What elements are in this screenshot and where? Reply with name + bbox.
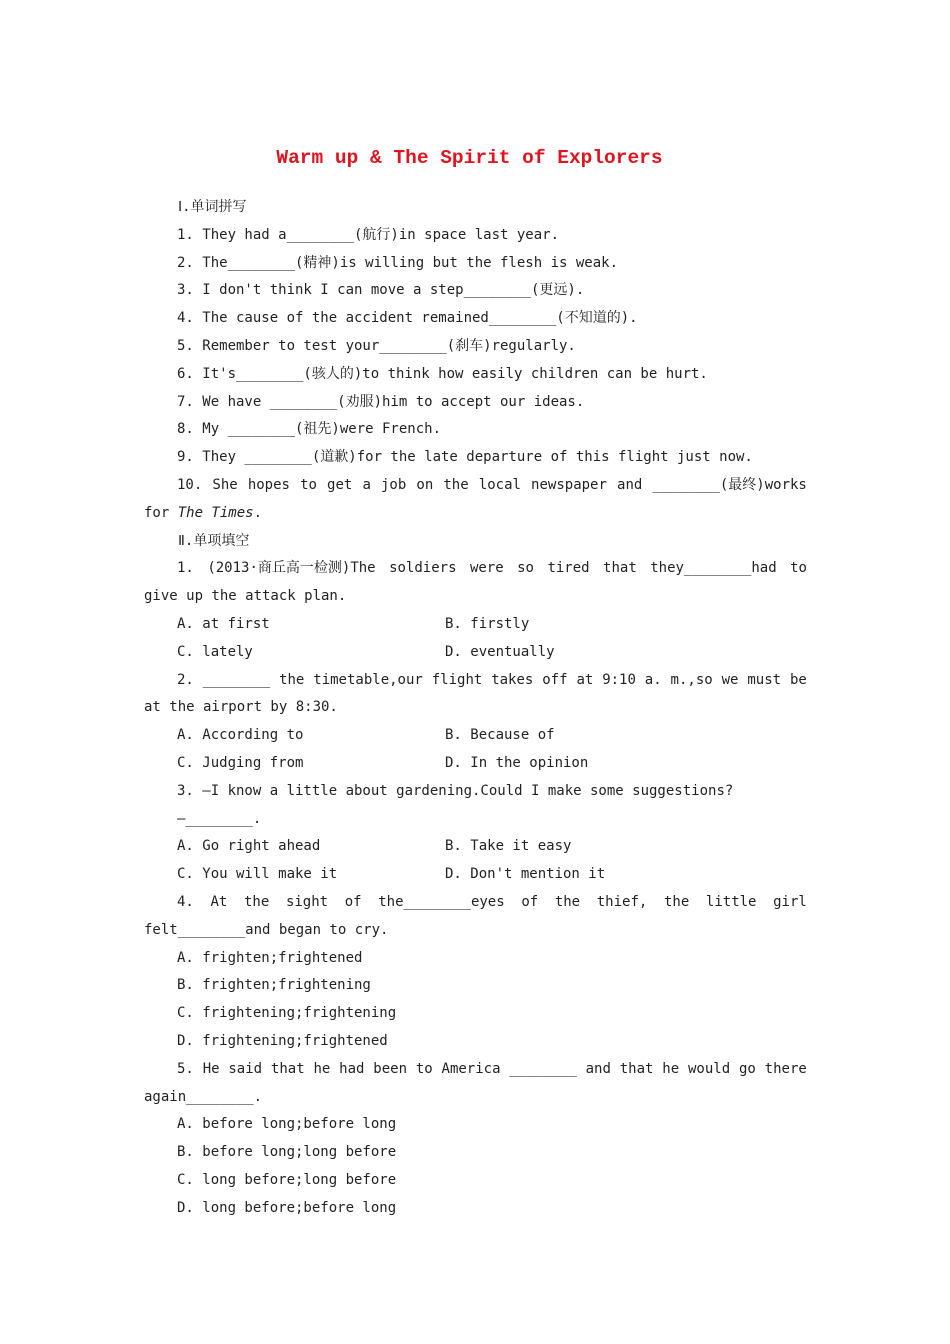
option-d[interactable]: D. In the opinion [445, 754, 589, 771]
spelling-item: 3. I don't think I can move a step________(更远). [177, 282, 585, 299]
option-c[interactable]: C. You will make it [177, 866, 338, 883]
question-5-line1 [144, 1056, 807, 1084]
option-d[interactable]: D. Don't mention it [445, 866, 606, 883]
spelling-item: 7. We have ________(劝服)him to accept our ideas. [177, 393, 585, 410]
word: the________eyes [378, 893, 505, 910]
word: ________ [202, 671, 271, 688]
question-3-line2: —________. [177, 810, 262, 827]
word: He [202, 1060, 220, 1077]
spelling-item: 8. My ________(祖先)were French. [177, 421, 442, 438]
option-b[interactable]: B. Take it easy [445, 838, 572, 855]
word: She [212, 476, 238, 493]
newspaper-name: The Times [177, 504, 254, 521]
word: 4. [177, 893, 194, 910]
word: on [416, 476, 434, 493]
word: that [619, 1060, 654, 1077]
section-1-heading: Ⅰ.单词拼写 [178, 199, 247, 215]
section-2-heading: Ⅱ.单项填空 [178, 532, 250, 549]
word: there [764, 1060, 807, 1077]
word: sight [285, 893, 329, 910]
word: timetable,our [313, 671, 423, 688]
word: ________ [509, 1060, 577, 1077]
question-3-options-row1 [144, 833, 807, 861]
question-3-line1: 3. —I know a little about gardening.Could I make some suggestions? [177, 782, 734, 799]
word: so [517, 560, 534, 577]
question-2-line2: at the airport by 8:30. [144, 699, 338, 716]
question-1-options-row2 [144, 639, 807, 667]
item-10-line1 [144, 472, 807, 500]
question-2-options-row1 [144, 722, 807, 750]
word: m.,so [670, 671, 713, 688]
word: 2. [177, 671, 194, 688]
spelling-item: 5. Remember to test your________(刹车)regularly. [177, 337, 576, 354]
word: (2013·商丘高一检测)The [207, 560, 376, 577]
option-b[interactable]: B. firstly [445, 615, 530, 632]
word: get [327, 476, 353, 493]
option-d[interactable]: D. eventually [445, 643, 555, 660]
word: thief, [596, 893, 648, 910]
word: were [469, 560, 504, 577]
word: must [747, 671, 782, 688]
word: tired [547, 560, 590, 577]
word: had [339, 1060, 365, 1077]
question-4-line2: felt________and began to cry. [144, 921, 389, 938]
option-a[interactable]: A. before long;before long [177, 1116, 397, 1133]
spelling-item: 9. They ________(道歉)for the late departure of this flight just now. [177, 449, 753, 466]
word: that [270, 1060, 305, 1077]
option-a[interactable]: A. frighten;frightened [177, 949, 363, 966]
word: to [415, 1060, 433, 1077]
option-c[interactable]: C. long before;long before [177, 1171, 397, 1188]
question-1-line1 [144, 555, 807, 583]
word: a [362, 476, 371, 493]
word: At [210, 893, 228, 910]
word: soldiers [389, 560, 457, 577]
word: of [521, 893, 539, 910]
option-d[interactable]: D. long before;before long [177, 1199, 397, 1216]
option-d[interactable]: D. frightening;frightened [177, 1032, 388, 1049]
word: and [617, 476, 643, 493]
word: the [663, 893, 690, 910]
spelling-item: 6. It's________(骇人的)to think how easily children can be hurt. [177, 365, 708, 382]
word: we [721, 671, 739, 688]
question-4-line1 [144, 889, 807, 917]
word: America [441, 1060, 501, 1077]
word: 9:10 [602, 671, 636, 688]
word: 10. [177, 476, 203, 493]
word: to [790, 560, 807, 577]
question-2-options-row2 [144, 750, 807, 778]
word: they________had [650, 560, 777, 577]
spelling-item: 1. They had a________(航行)in space last year. [177, 226, 560, 243]
word: that [603, 560, 637, 577]
spelling-item: 4. The cause of the accident remained________(不知道的). [177, 310, 638, 327]
option-c[interactable]: C. frightening;frightening [177, 1005, 397, 1022]
question-1-options-row1 [144, 611, 807, 639]
word: ________(最终)works [652, 476, 807, 493]
word: the [244, 893, 270, 910]
option-c[interactable]: C. lately [177, 643, 253, 660]
question-1-line2: give up the attack plan. [144, 588, 347, 605]
word: little [705, 893, 757, 910]
word: and [585, 1060, 611, 1077]
word: local [478, 476, 521, 493]
word: the [279, 671, 305, 688]
word: go [738, 1060, 756, 1077]
page-title: Warm up & The Spirit of Explorers [276, 147, 663, 169]
word: hopes [247, 476, 290, 493]
word: at [576, 671, 594, 688]
word: be [789, 671, 807, 688]
word: takes [491, 671, 534, 688]
word: of [344, 893, 362, 910]
word: he [313, 1060, 331, 1077]
option-c[interactable]: C. Judging from [177, 754, 304, 771]
word: been [373, 1060, 407, 1077]
word: the [554, 893, 581, 910]
word: newspaper [531, 476, 607, 493]
word: a. [644, 671, 662, 688]
word: would [687, 1060, 731, 1077]
option-b[interactable]: B. frighten;frightening [177, 977, 371, 994]
option-a[interactable]: A. According to [177, 727, 304, 744]
question-5-line2: again________. [144, 1088, 263, 1105]
worksheet-page [144, 140, 807, 1222]
question-2-line1 [144, 667, 807, 695]
option-a[interactable]: A. at first [177, 615, 270, 632]
word: the [443, 476, 469, 493]
item-10-line2: for The Times. [144, 504, 263, 521]
word: 1. [177, 560, 194, 577]
word: job [381, 476, 407, 493]
word: he [662, 1060, 680, 1077]
word: said [228, 1060, 263, 1077]
word: off [542, 671, 568, 688]
question-3-options-row2 [144, 861, 807, 889]
word: girl [773, 893, 807, 910]
spelling-item: 2. The________(精神)is willing but the flesh is weak. [177, 254, 619, 271]
option-b[interactable]: B. Because of [445, 727, 555, 744]
word: to [300, 476, 317, 493]
word: 5. [177, 1060, 194, 1077]
word: flight [431, 671, 483, 688]
option-a[interactable]: A. Go right ahead [177, 838, 321, 855]
option-b[interactable]: B. before long;long before [177, 1144, 397, 1161]
